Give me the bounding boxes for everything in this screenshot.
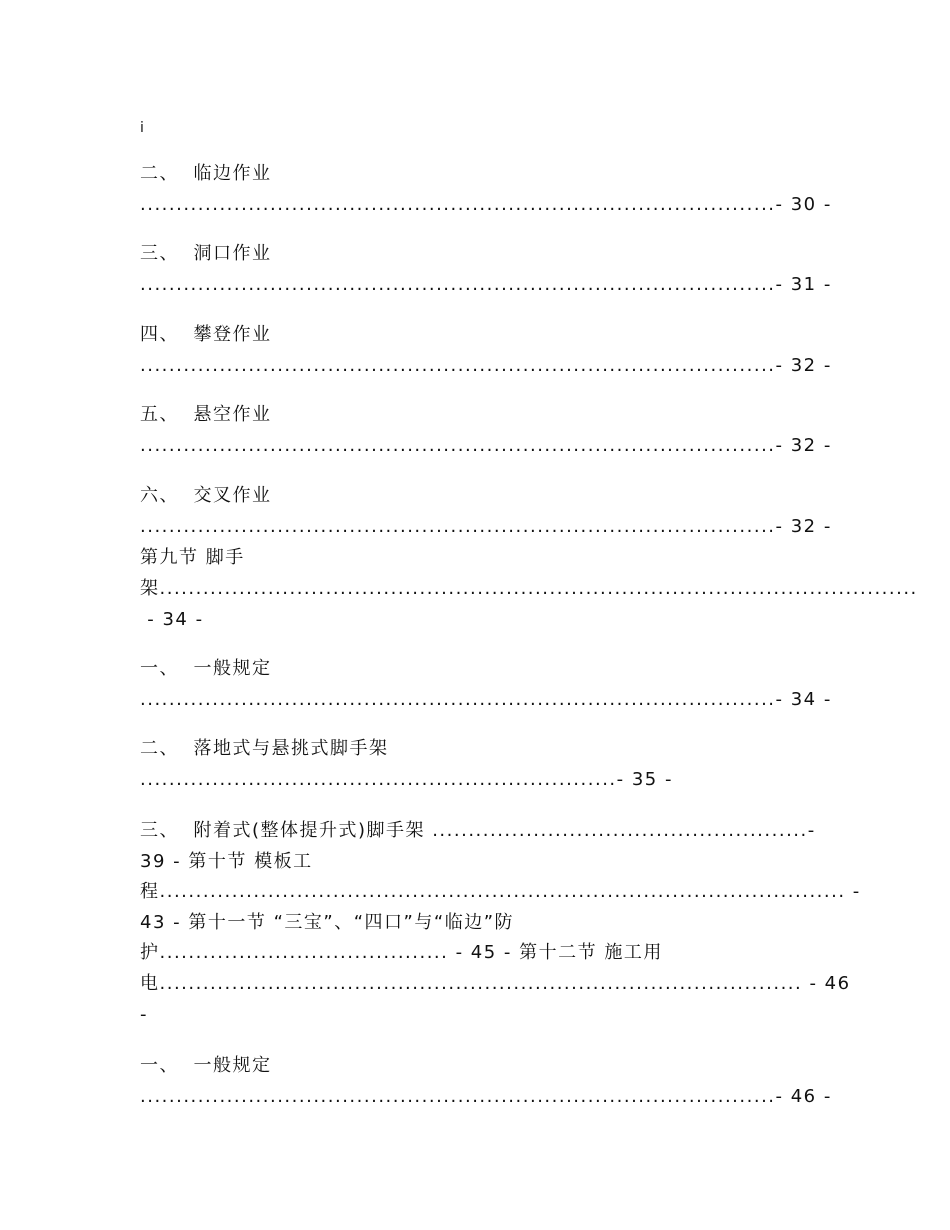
- toc-wrapped-line: 39 - 第十节 模板工: [140, 851, 313, 872]
- toc-entry-title: 一、 一般规定: [140, 658, 272, 679]
- toc-entry-title: 四、 攀登作业: [140, 324, 272, 345]
- toc-entry-title: 二、 落地式与悬挑式脚手架: [140, 738, 389, 759]
- toc-leader-page: ..................................................................- 35 -: [140, 769, 673, 790]
- page-marker: i: [140, 120, 144, 136]
- toc-leader-page: ........................................................................................- 32 -: [140, 516, 832, 537]
- toc-leader-page: ........................................................................................- 30 -: [140, 194, 832, 215]
- toc-entry-title: 六、 交叉作业: [140, 485, 272, 506]
- toc-entry-title: 一、 一般规定: [140, 1055, 272, 1076]
- toc-leader-page: ........................................................................................- 31 -: [140, 274, 832, 295]
- toc-entry-title: 三、 附着式(整体提升式)脚手架 ....................................................-: [140, 820, 816, 841]
- toc-wrapped-line: 程............................................................................................... -: [140, 881, 861, 902]
- toc-entry-title: 三、 洞口作业: [140, 243, 272, 264]
- toc-entry-title: 五、 悬空作业: [140, 404, 272, 425]
- toc-section-title: 第九节 脚手: [140, 547, 245, 568]
- toc-wrapped-line: 电......................................................................................... - 46: [140, 973, 851, 994]
- toc-wrapped-line: 护........................................ - 45 - 第十二节 施工用: [140, 942, 663, 963]
- toc-wrapped-line: 43 - 第十一节 “三宝”、“四口”与“临边”防: [140, 912, 515, 933]
- toc-section-page: - 34 -: [140, 609, 204, 630]
- toc-leader-page: ........................................................................................- 32 -: [140, 435, 832, 456]
- toc-leader-page: ........................................................................................- 46 -: [140, 1086, 832, 1107]
- toc-section-leader: 架.........................................................................................................: [140, 578, 918, 599]
- toc-wrapped-line: -: [140, 1004, 148, 1025]
- toc-leader-page: ........................................................................................- 32 -: [140, 355, 832, 376]
- toc-entry-title: 二、 临边作业: [140, 163, 272, 184]
- toc-leader-page: ........................................................................................- 34 -: [140, 689, 832, 710]
